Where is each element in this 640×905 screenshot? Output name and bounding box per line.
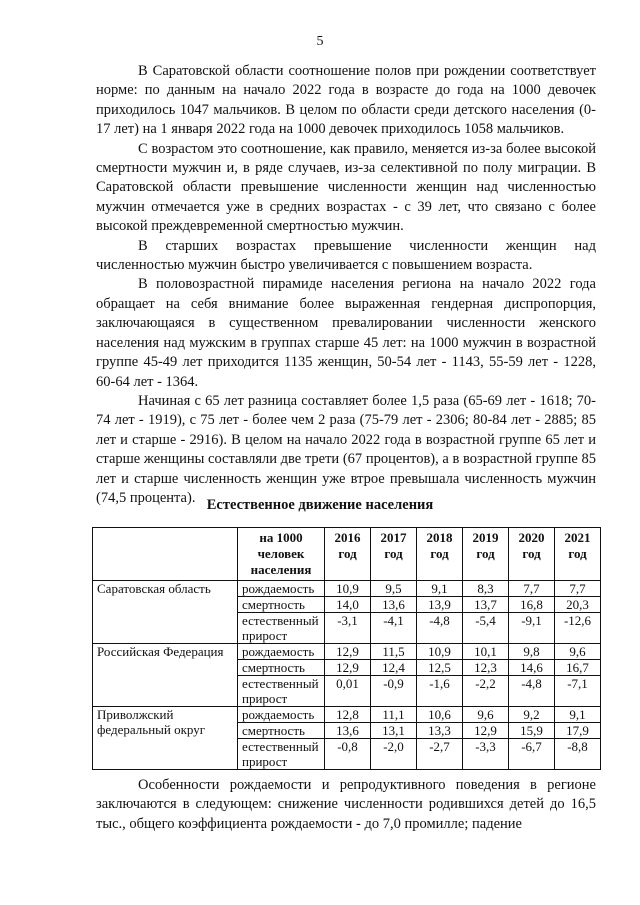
value-cell: 13,3: [417, 723, 463, 739]
value-cell: 16,7: [555, 660, 601, 676]
value-cell: 10,9: [417, 644, 463, 660]
value-cell: 10,6: [417, 707, 463, 723]
paragraph: В Саратовской области соотношение полов при рождении соответствует норме: по данным на начало 2022 года в возрасте до года на 1000 девочек приходилось 1047 мальчиков. В целом по области среди детского населения (0-17 лет) на 1 января 2022 года на 1000 девочек приходилось 1058 мальчиков.: [96, 63, 596, 138]
value-cell: 9,6: [555, 644, 601, 660]
header-year: 2019 год: [463, 528, 509, 581]
table-title: Естественное движение населения: [206, 497, 434, 513]
value-cell: 13,9: [417, 597, 463, 613]
value-cell: -2,2: [463, 676, 509, 707]
value-cell: -3,3: [463, 739, 509, 770]
indicator-label: смертность: [238, 723, 325, 739]
paragraph: В половозрастной пирамиде населения региона на начало 2022 года обращает на себя внимание более выраженная гендерная диспропорция, заключающаяся в существенном превалировании численности женского населения над мужским в группах старше 45 лет: на 1000 мужчин в возрастной группе 45-49 лет приходится 1135 женщин, 50-54 лет - 1143, 55-59 лет - 1228, 60-64 лет - 1364.: [96, 276, 596, 390]
paragraph: С возрастом это соотношение, как правило, меняется из-за более высокой смертности мужчин и, в ряде случаев, из-за селективной по полу миграции. В Саратовской области превышение численности женщин над численностью мужчин отмечается уже в средних возрастах - с 39 лет, что связано с более высокой преждевременной смертностью мужчин.: [96, 140, 596, 235]
value-cell: 14,6: [509, 660, 555, 676]
indicator-label: смертность: [238, 660, 325, 676]
paragraph: В старших возрастах превышение численности женщин над численностью мужчин быстро увеличивается с повышением возраста.: [96, 237, 596, 274]
value-cell: 10,1: [463, 644, 509, 660]
value-cell: 12,8: [325, 707, 371, 723]
indicator-label: рождаемость: [238, 707, 325, 723]
value-cell: -2,0: [371, 739, 417, 770]
body-text: [96, 62, 596, 508]
value-cell: 7,7: [509, 581, 555, 597]
value-cell: -6,7: [509, 739, 555, 770]
value-cell: 0,01: [325, 676, 371, 707]
header-year: 2021 год: [555, 528, 601, 581]
value-cell: 7,7: [555, 581, 601, 597]
table-row: [93, 581, 601, 597]
value-cell: 20,3: [555, 597, 601, 613]
value-cell: -8,8: [555, 739, 601, 770]
table-row: [93, 644, 601, 660]
indicator-label: рождаемость: [238, 581, 325, 597]
value-cell: 15,9: [509, 723, 555, 739]
value-cell: 13,6: [325, 723, 371, 739]
value-cell: 12,9: [463, 723, 509, 739]
region-name: Саратовская область: [93, 581, 238, 644]
value-cell: 12,9: [325, 660, 371, 676]
value-cell: 9,8: [509, 644, 555, 660]
value-cell: 14,0: [325, 597, 371, 613]
indicator-label: рождаемость: [238, 644, 325, 660]
value-cell: -12,6: [555, 613, 601, 644]
table-row: [93, 707, 601, 723]
paragraph: Особенности рождаемости и репродуктивного поведения в регионе заключаются в следующем: снижение численности родившихся детей до 16,5 тыс., общего коэффициента рождаемости - до 7,0 промилле; падение: [96, 777, 596, 832]
value-cell: 17,9: [555, 723, 601, 739]
value-cell: 13,6: [371, 597, 417, 613]
value-cell: 11,5: [371, 644, 417, 660]
region-name: Российская Федерация: [93, 644, 238, 707]
value-cell: 9,1: [417, 581, 463, 597]
value-cell: -2,7: [417, 739, 463, 770]
indicator-label: естественный прирост: [238, 739, 325, 770]
indicator-label: естественный прирост: [238, 613, 325, 644]
paragraph: Начиная с 65 лет разница составляет более 1,5 раза (65-69 лет - 1618; 70-74 лет - 1919), с 75 лет - более чем 2 раза (75-79 лет - 2306; 80-84 лет - 2885; 85 лет и старше - 2916). В целом на начало 2022 года в возрастной группе 65 лет и старше женщины составляли две трети (67 процентов), а в возрастной группе 85 лет и старше численность женщин уже втрое превышала численность мужчин (74,5 процента).: [96, 392, 596, 506]
page-number: 5: [316, 34, 324, 49]
header-year: 2018 год: [417, 528, 463, 581]
value-cell: 9,6: [463, 707, 509, 723]
table-header-row: [93, 528, 601, 581]
closing-text: [96, 776, 596, 834]
value-cell: -1,6: [417, 676, 463, 707]
value-cell: 9,1: [555, 707, 601, 723]
value-cell: -3,1: [325, 613, 371, 644]
value-cell: -5,4: [463, 613, 509, 644]
value-cell: -9,1: [509, 613, 555, 644]
value-cell: 12,4: [371, 660, 417, 676]
indicator-label: естественный прирост: [238, 676, 325, 707]
value-cell: 12,9: [325, 644, 371, 660]
value-cell: 16,8: [509, 597, 555, 613]
header-label: на 1000 человек населения: [238, 528, 325, 581]
header-year: 2020 год: [509, 528, 555, 581]
header-year: 2016 год: [325, 528, 371, 581]
value-cell: 8,3: [463, 581, 509, 597]
value-cell: 12,3: [463, 660, 509, 676]
value-cell: 12,5: [417, 660, 463, 676]
header-empty: [93, 528, 238, 581]
value-cell: 9,5: [371, 581, 417, 597]
value-cell: -0,8: [325, 739, 371, 770]
header-year: 2017 год: [371, 528, 417, 581]
population-table: [92, 527, 601, 770]
value-cell: -4,8: [509, 676, 555, 707]
region-name: Приволжский федеральный округ: [93, 707, 238, 770]
value-cell: -7,1: [555, 676, 601, 707]
value-cell: 13,1: [371, 723, 417, 739]
value-cell: 13,7: [463, 597, 509, 613]
value-cell: -4,8: [417, 613, 463, 644]
value-cell: 11,1: [371, 707, 417, 723]
value-cell: -4,1: [371, 613, 417, 644]
value-cell: -0,9: [371, 676, 417, 707]
value-cell: 10,9: [325, 581, 371, 597]
value-cell: 9,2: [509, 707, 555, 723]
indicator-label: смертность: [238, 597, 325, 613]
